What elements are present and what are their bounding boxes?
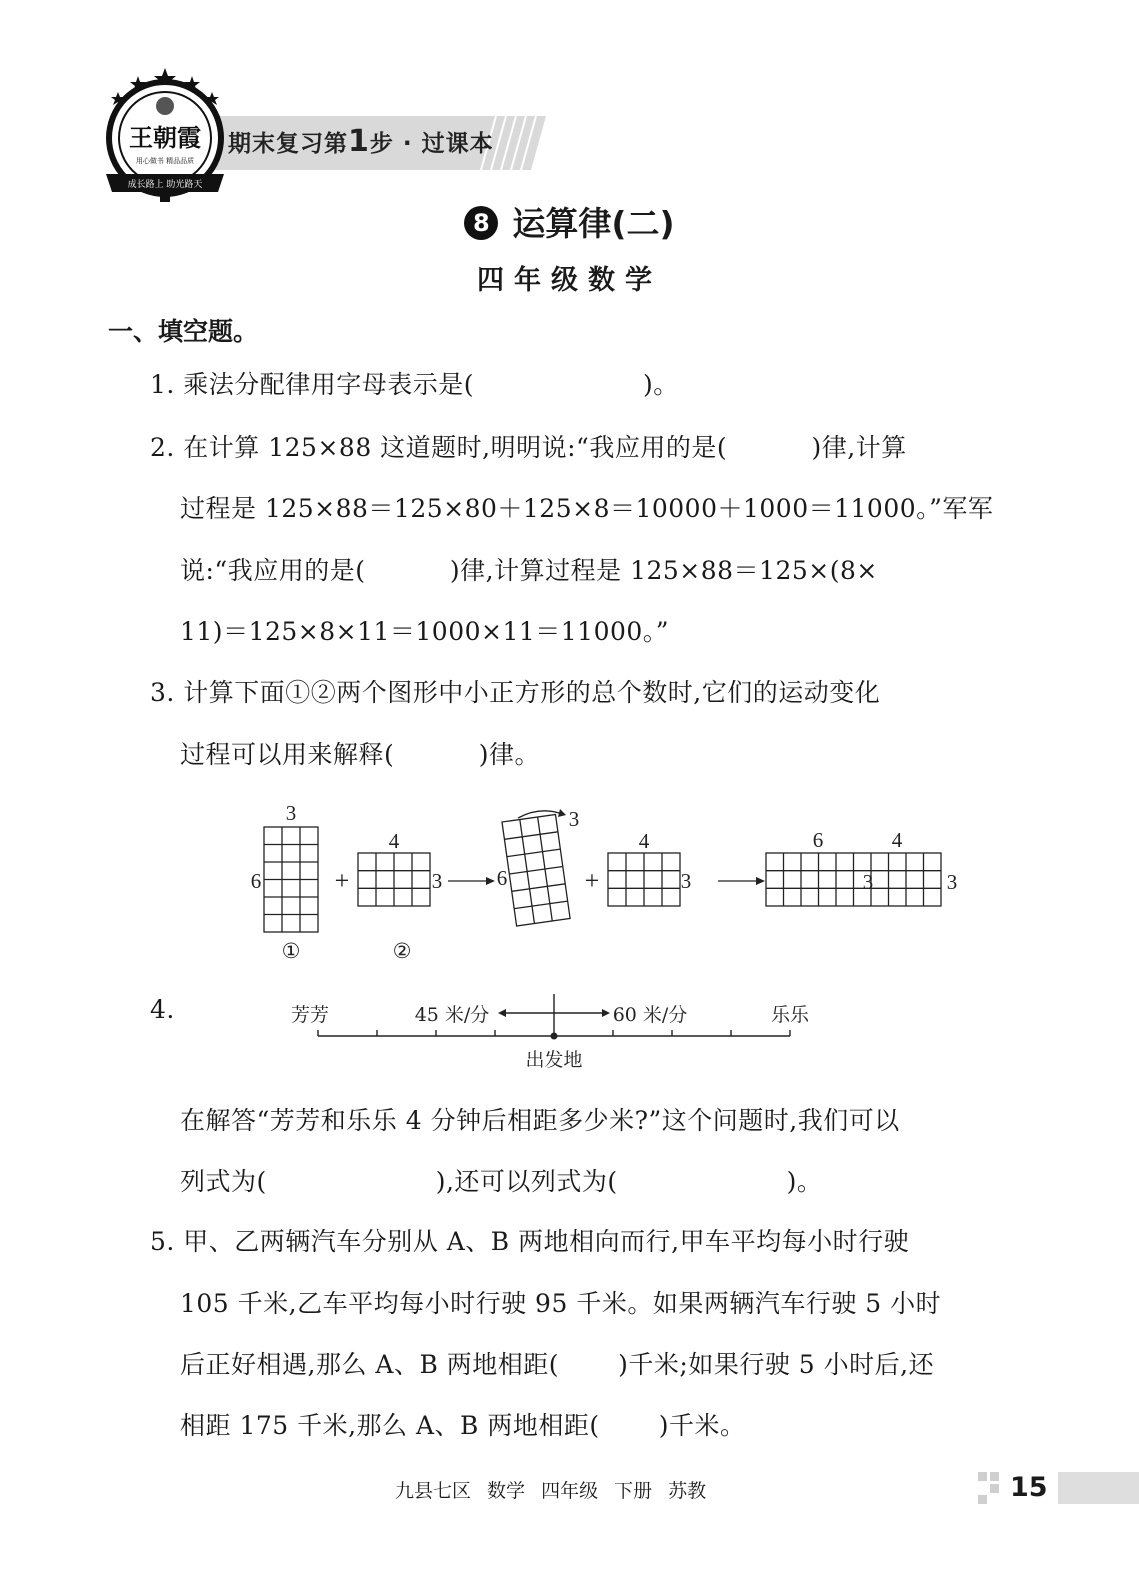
right-person-label: 乐乐 — [770, 1004, 810, 1026]
brand-logo — [100, 66, 230, 206]
plus-sign-1: + — [334, 866, 350, 895]
svg-text:成长路上 助光路天: 成长路上 助光路天 — [127, 180, 203, 190]
origin-label: 出发地 — [525, 1049, 583, 1071]
page-number: 15 — [1010, 1472, 1048, 1503]
footer-text: 九县七区 数学 四年级 下册 苏教 — [395, 1480, 707, 1502]
fig5-mid-label: 3 — [862, 870, 874, 894]
lesson-number-badge: 8 — [464, 206, 498, 240]
fig4-top-label: 4 — [638, 829, 650, 853]
section-heading: 一、填空题。 — [108, 317, 259, 346]
fig1-side-label: 6 — [250, 869, 262, 893]
lesson-title: 8 运算律(二) — [0, 198, 1139, 245]
right-speed-label: 60 米/分 — [612, 1004, 688, 1026]
question-4-number: 4. — [150, 995, 175, 1024]
fig5-top-label-b: 4 — [891, 828, 903, 852]
footer-bar — [1058, 1472, 1139, 1504]
lesson-subtitle: 四年级数学 — [477, 265, 662, 296]
left-person-label: 芳芳 — [290, 1004, 330, 1026]
fig4-side-label: 3 — [680, 869, 692, 893]
fig1-top-label: 3 — [285, 801, 297, 825]
question-4-line-2: 列式为( ),还可以列式为( )。 — [180, 1167, 823, 1196]
question-2-line-4: 11)＝125×8×11＝1000×11＝11000。” — [180, 617, 670, 646]
plus-sign-2: + — [584, 866, 600, 895]
fig5-top-label-a: 6 — [812, 828, 824, 852]
fig5-side-label: 3 — [946, 870, 958, 894]
fig1-caption: ① — [281, 939, 301, 963]
fig3-side-label: 6 — [496, 866, 508, 890]
fig2-caption: ② — [392, 939, 412, 963]
number-line-figure — [280, 990, 840, 1080]
question-2-line-2: 过程是 125×88＝125×80＋125×8＝10000＋1000＝11000。”军军 — [180, 494, 994, 523]
question-2-line-3: 说:“我应用的是( )律,计算过程是 125×88＝125×(8× — [180, 556, 878, 585]
question-5-line-2: 105 千米,乙车平均每小时行驶 95 千米。如果两辆汽车行驶 5 小时 — [180, 1289, 942, 1318]
logo-text: 王朝霞 — [129, 123, 201, 152]
square-grids-figure — [240, 800, 980, 970]
question-5-line-1: 5. 甲、乙两辆汽车分别从 A、B 两地相向而行,甲车平均每小时行驶 — [150, 1227, 910, 1256]
footer-decoration — [978, 1472, 1008, 1504]
left-speed-label: 45 米/分 — [414, 1004, 490, 1026]
header-title: 期末复习第1步 · 过课本 — [228, 124, 494, 159]
question-5-line-3: 后正好相遇,那么 A、B 两地相距( )千米;如果行驶 5 小时后,还 — [180, 1350, 935, 1379]
question-4-line-1: 在解答“芳芳和乐乐 4 分钟后相距多少米?”这个问题时,我们可以 — [180, 1106, 900, 1135]
question-3-line-1: 3. 计算下面①②两个图形中小正方形的总个数时,它们的运动变化 — [150, 678, 881, 707]
svg-text:用心做书 精品品质: 用心做书 精品品质 — [135, 157, 195, 165]
fig2-side-label: 3 — [431, 869, 443, 893]
fig3-top-label: 3 — [568, 807, 580, 831]
fig2-top-label: 4 — [388, 829, 400, 853]
question-1: 1. 乘法分配律用字母表示是( )。 — [150, 370, 679, 399]
question-2-line-1: 2. 在计算 125×88 这道题时,明明说:“我应用的是( )律,计算 — [150, 433, 907, 462]
question-3-line-2: 过程可以用来解释( )律。 — [180, 740, 540, 769]
question-5-line-4: 相距 175 千米,那么 A、B 两地相距( )千米。 — [180, 1411, 746, 1440]
